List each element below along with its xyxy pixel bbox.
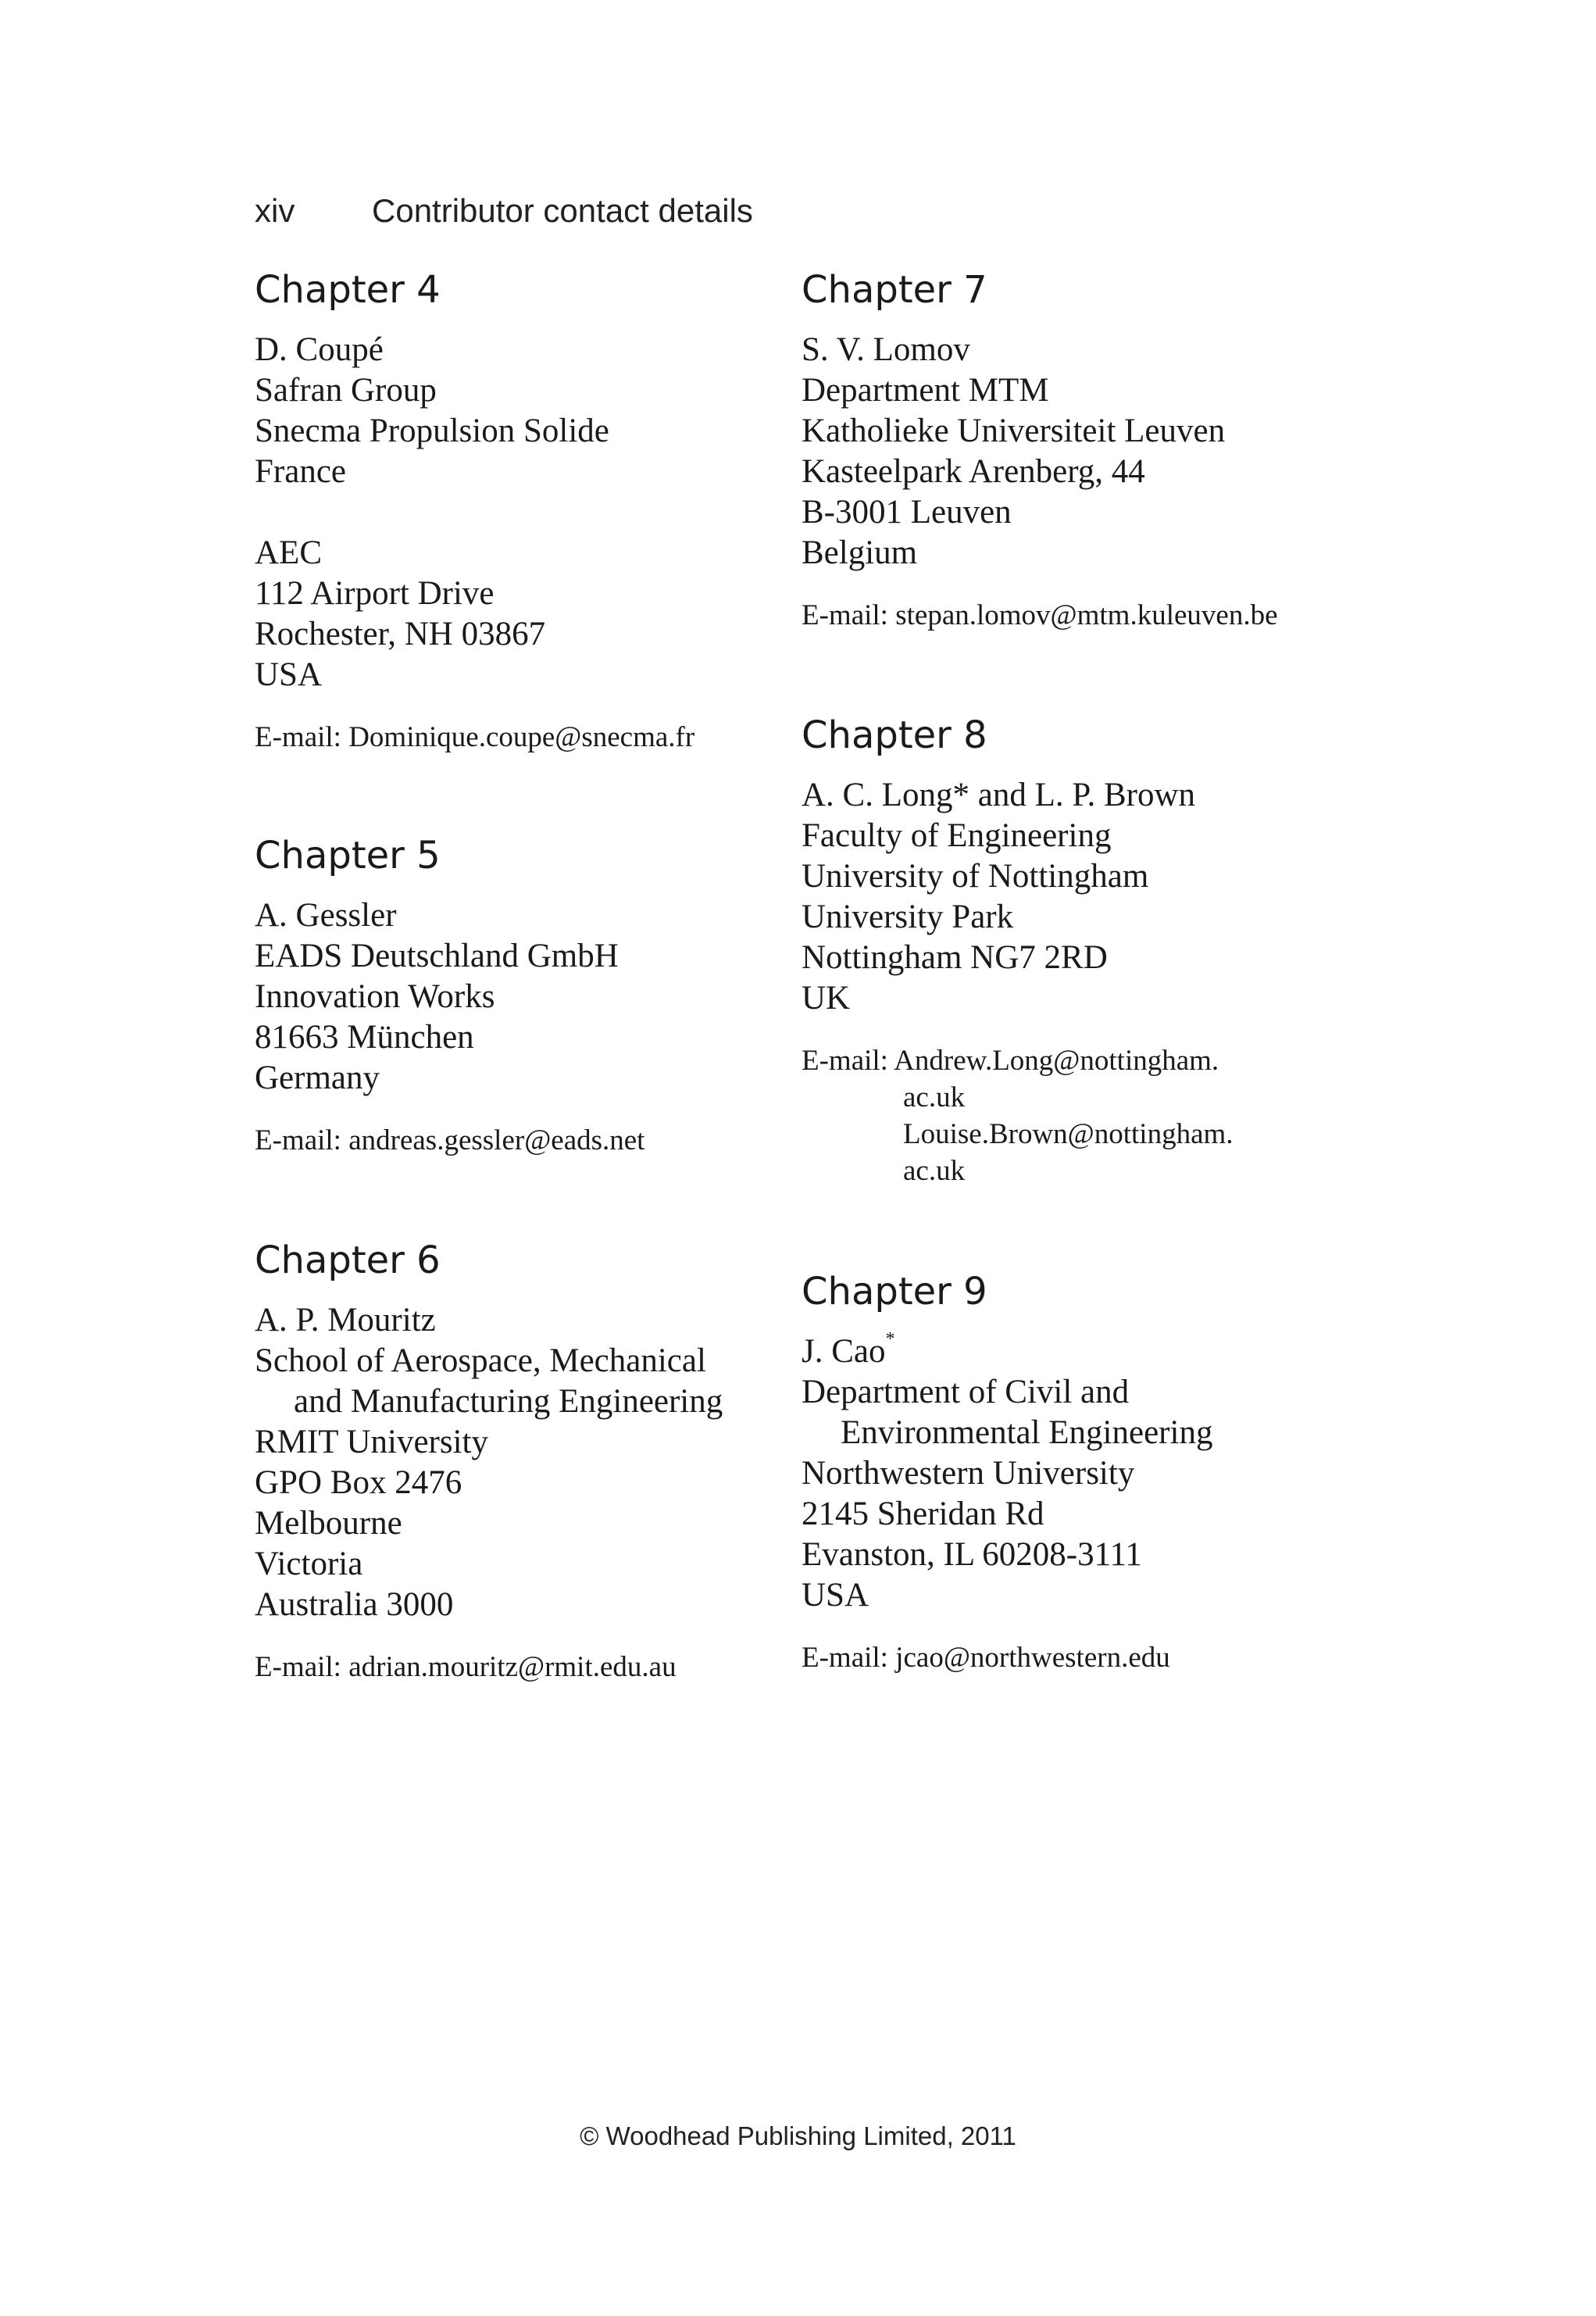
contributor-name: A. Gessler xyxy=(255,897,397,934)
address-line: Evanston, IL 60208-3111 xyxy=(802,1536,1142,1573)
address-line: Innovation Works xyxy=(255,978,495,1015)
chapter-8-section xyxy=(802,713,1395,1189)
email-line: Louise.Brown@nottingham. xyxy=(903,1118,1234,1150)
address-line: Department of Civil and xyxy=(802,1374,1130,1410)
address-line: 2145 Sheridan Rd xyxy=(802,1496,1044,1532)
chapter-7-section xyxy=(802,267,1395,634)
contributor-name: S. V. Lomov xyxy=(802,331,970,368)
address-line: Belgium xyxy=(802,534,918,571)
address-line: University Park xyxy=(802,899,1014,935)
chapter-6-heading: Chapter 6 xyxy=(255,1238,441,1282)
address-line: Katholieke Universiteit Leuven xyxy=(802,413,1226,449)
address-line: 81663 München xyxy=(255,1019,474,1056)
contributor-name: A. P. Mouritz xyxy=(255,1302,436,1338)
address-line: GPO Box 2476 xyxy=(255,1464,462,1501)
contributor-names: A. C. Long* and L. P. Brown xyxy=(802,777,1196,813)
address-line: Rochester, NH 03867 xyxy=(255,616,546,652)
chapter-7-email: E-mail: stepan.lomov@mtm.kuleuven.be xyxy=(802,599,1278,631)
address-line: B-3001 Leuven xyxy=(802,494,1012,531)
address-line: Germany xyxy=(255,1060,380,1096)
address-line: UK xyxy=(802,980,851,1017)
address-line: Department MTM xyxy=(802,372,1049,409)
address-line: USA xyxy=(802,1577,869,1614)
chapter-4-address-1 xyxy=(255,330,848,492)
address-line: Safran Group xyxy=(255,372,437,409)
chapter-4-heading: Chapter 4 xyxy=(255,268,441,312)
address-line: School of Aerospace, Mechanical xyxy=(255,1342,706,1379)
address-line: Victoria xyxy=(255,1546,363,1582)
running-header xyxy=(255,192,753,230)
running-title: Contributor contact details xyxy=(372,192,753,229)
address-line: University of Nottingham xyxy=(802,858,1149,895)
chapter-4-section xyxy=(255,267,848,756)
address-line: and Manufacturing Engineering xyxy=(294,1383,723,1420)
address-line: Nottingham NG7 2RD xyxy=(802,939,1108,976)
address-line: Melbourne xyxy=(255,1505,402,1542)
page-number: xiv xyxy=(255,192,295,229)
chapter-5-heading: Chapter 5 xyxy=(255,834,441,877)
chapter-8-heading: Chapter 8 xyxy=(802,713,987,757)
address-line: USA xyxy=(255,656,323,693)
chapter-8-email xyxy=(802,1042,1395,1189)
chapter-5-address xyxy=(255,895,848,1099)
email-line: ac.uk xyxy=(903,1155,966,1187)
chapter-4-address-2 xyxy=(255,533,848,695)
address-line: Faculty of Engineering xyxy=(802,817,1112,854)
address-line: Kasteelpark Arenberg, 44 xyxy=(802,453,1145,490)
address-line: Snecma Propulsion Solide xyxy=(255,413,609,449)
contributor-name xyxy=(802,1331,1395,1372)
chapter-7-address xyxy=(802,330,1395,574)
chapter-9-email: E-mail: jcao@northwestern.edu xyxy=(802,1642,1170,1674)
address-line: 112 Airport Drive xyxy=(255,575,495,612)
email-line: ac.uk xyxy=(903,1081,966,1113)
chapter-9-address xyxy=(802,1331,1395,1616)
copyright-footer: © Woodhead Publishing Limited, 2011 xyxy=(580,2121,1016,2150)
address-line: France xyxy=(255,453,346,490)
chapter-6-address xyxy=(255,1300,848,1625)
chapter-5-email: E-mail: andreas.gessler@eads.net xyxy=(255,1124,645,1156)
corresponding-author-mark: * xyxy=(885,1329,895,1349)
address-line: AEC xyxy=(255,534,322,571)
chapter-6-section xyxy=(255,1238,848,1685)
contributor-name: D. Coupé xyxy=(255,331,384,368)
address-line: Environmental Engineering xyxy=(841,1414,1213,1451)
address-line: Northwestern University xyxy=(802,1455,1135,1492)
chapter-9-heading: Chapter 9 xyxy=(802,1270,987,1313)
address-line: EADS Deutschland GmbH xyxy=(255,938,619,974)
chapter-9-section xyxy=(802,1269,1395,1676)
address-line: RMIT University xyxy=(255,1424,489,1460)
chapter-8-address xyxy=(802,775,1395,1019)
chapter-4-email: E-mail: Dominique.coupe@snecma.fr xyxy=(255,721,695,753)
contributor-name-text: J. Cao xyxy=(802,1333,886,1370)
address-line: Australia 3000 xyxy=(255,1586,454,1623)
chapter-7-heading: Chapter 7 xyxy=(802,268,987,312)
chapter-6-email: E-mail: adrian.mouritz@rmit.edu.au xyxy=(255,1651,677,1683)
email-line: E-mail: Andrew.Long@nottingham. xyxy=(802,1045,1219,1077)
chapter-5-section xyxy=(255,833,848,1159)
